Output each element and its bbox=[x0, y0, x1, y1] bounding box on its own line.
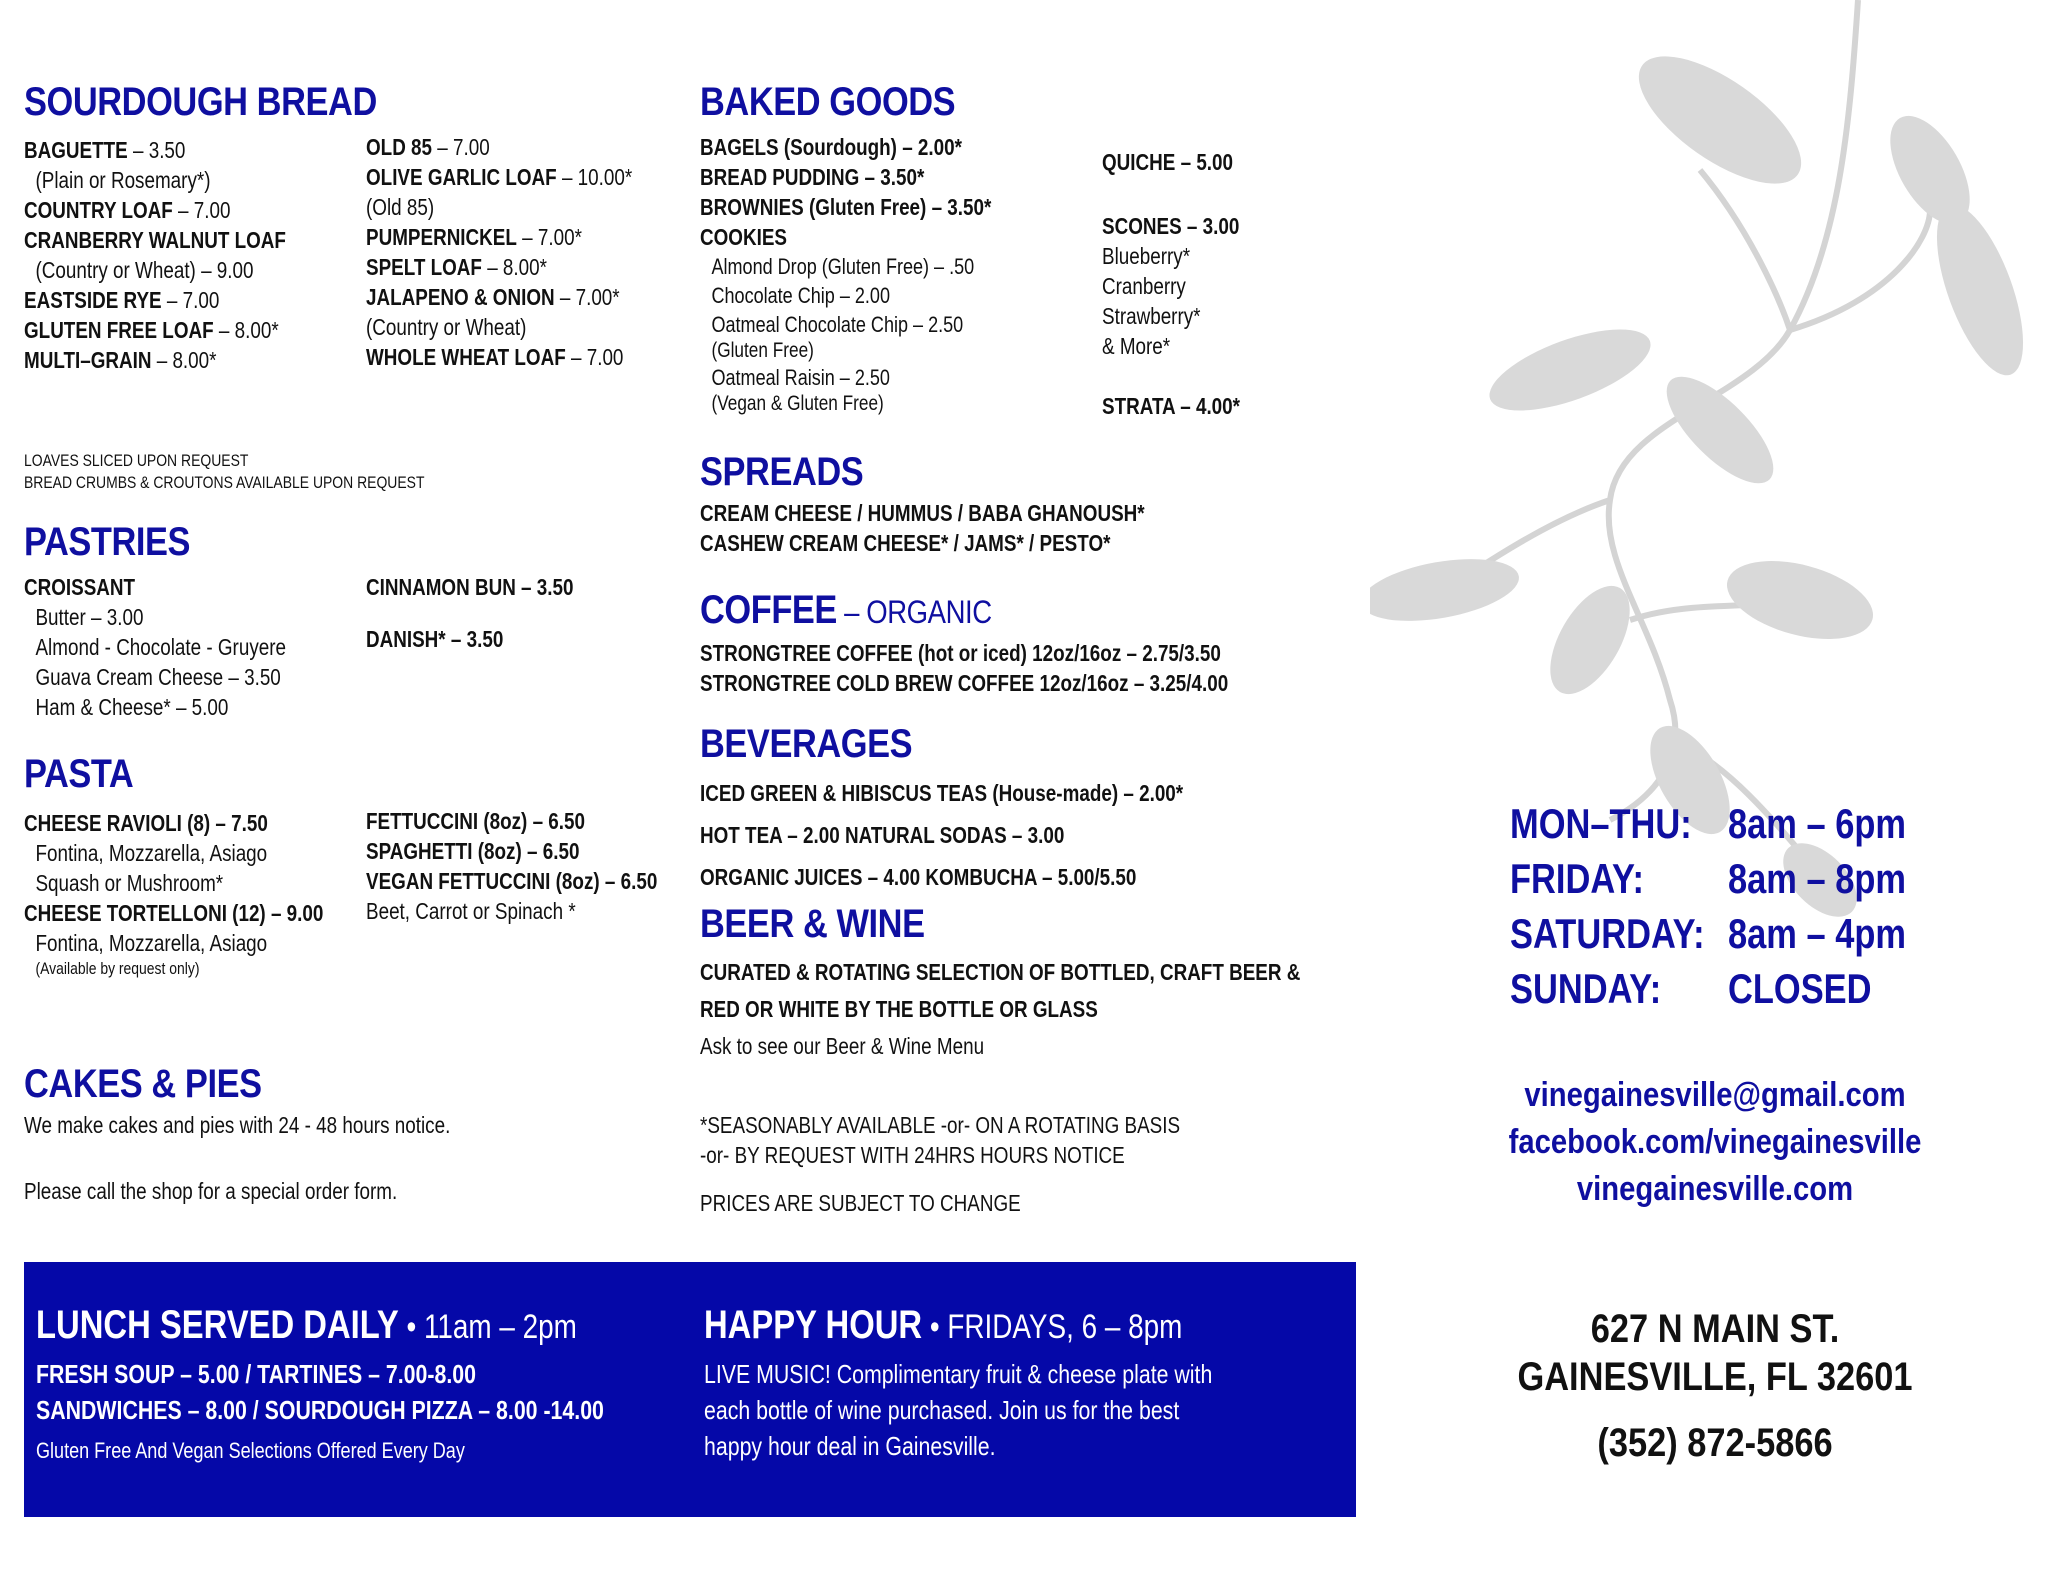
menu-item: SPAGHETTI (8oz) – 6.50 bbox=[366, 838, 580, 864]
menu-item: DANISH* – 3.50 bbox=[366, 626, 504, 652]
menu-item-note: Guava Cream Cheese – 3.50 bbox=[35, 664, 281, 690]
section-cakes bbox=[24, 1062, 544, 1206]
menu-item: CROISSANT bbox=[24, 574, 136, 600]
menu-item-note: Oatmeal Raisin – 2.50 bbox=[711, 365, 890, 390]
baked-left bbox=[700, 132, 1055, 416]
section-title: SPREADS bbox=[700, 450, 864, 494]
vine-icon bbox=[1370, 0, 2040, 960]
beer-line: CURATED & ROTATING SELECTION OF BOTTLED, CRAFT BEER & bbox=[700, 959, 1301, 985]
sourdough-notes bbox=[24, 450, 512, 494]
section-beverages bbox=[700, 722, 1289, 898]
menu-item: GLUTEN FREE LOAF – 8.00* bbox=[24, 317, 279, 343]
hours-time: 8am – 6pm bbox=[1728, 800, 1907, 847]
hours-day: SUNDAY: bbox=[1510, 965, 1662, 1012]
section-title: CAKES & PIES bbox=[24, 1062, 262, 1106]
cakes-line: We make cakes and pies with 24 - 48 hours notice. bbox=[24, 1112, 451, 1138]
menu-item-note: Ham & Cheese* – 5.00 bbox=[35, 694, 229, 720]
menu-item: VEGAN FETTUCCINI (8oz) – 6.50 bbox=[366, 868, 658, 894]
menu-item: WHOLE WHEAT LOAF – 7.00 bbox=[366, 344, 624, 370]
menu-item: COUNTRY LOAF – 7.00 bbox=[24, 197, 231, 223]
menu-item-note: Fontina, Mozzarella, Asiago bbox=[35, 930, 268, 956]
phone-number[interactable]: (352) 872-5866 bbox=[1597, 1421, 1833, 1465]
street-address: 627 N MAIN ST. bbox=[1590, 1307, 1840, 1351]
note-line: LOAVES SLICED UPON REQUEST bbox=[24, 451, 249, 470]
hours-day: MON–THU: bbox=[1510, 800, 1692, 847]
footnote-line: *SEASONABLY AVAILABLE -or- ON A ROTATING BASIS bbox=[700, 1112, 1181, 1138]
beer-line: RED OR WHITE BY THE BOTTLE OR GLASS bbox=[700, 996, 1098, 1022]
lunch-line: FRESH SOUP – 5.00 / TARTINES – 7.00-8.00 bbox=[36, 1359, 477, 1389]
lunch-happy-hour-banner bbox=[24, 1262, 1356, 1517]
menu-item-note: Beet, Carrot or Spinach * bbox=[366, 898, 576, 924]
menu-item-note: Strawberry* bbox=[1102, 303, 1201, 329]
footnotes bbox=[700, 1110, 1285, 1218]
section-spreads bbox=[700, 450, 1242, 558]
beer-line: Ask to see our Beer & Wine Menu bbox=[700, 1033, 985, 1059]
menu-item-note: (Available by request only) bbox=[35, 959, 200, 978]
section-coffee bbox=[700, 588, 1344, 698]
menu-item: CINNAMON BUN – 3.50 bbox=[366, 574, 574, 600]
section-title: SOURDOUGH BREAD bbox=[24, 80, 377, 124]
menu-item: FETTUCCINI (8oz) – 6.50 bbox=[366, 808, 586, 834]
spreads-line: CASHEW CREAM CHEESE* / JAMS* / PESTO* bbox=[700, 530, 1111, 556]
address-block bbox=[1450, 1305, 1980, 1467]
sourdough-right-column bbox=[366, 132, 691, 372]
menu-item-note: (Country or Wheat) bbox=[366, 314, 527, 340]
menu-item: BAGELS (Sourdough) – 2.00* bbox=[700, 134, 962, 160]
beverages-line: ORGANIC JUICES – 4.00 KOMBUCHA – 5.00/5.50 bbox=[700, 864, 1137, 890]
lunch-line: Gluten Free And Vegan Selections Offered Every Day bbox=[36, 1438, 465, 1463]
footnote-line: -or- BY REQUEST WITH 24HRS HOURS NOTICE bbox=[700, 1142, 1125, 1168]
sourdough-left-column bbox=[24, 135, 343, 375]
spreads-line: CREAM CHEESE / HUMMUS / BABA GHANOUSH* bbox=[700, 500, 1145, 526]
menu-item: CHEESE RAVIOLI (8) – 7.50 bbox=[24, 810, 268, 836]
section-title: PASTA bbox=[24, 752, 134, 796]
contact-block bbox=[1450, 1072, 1980, 1213]
lunch-title: LUNCH SERVED DAILY • 11am – 2pm bbox=[36, 1303, 577, 1347]
menu-item-note: (Old 85) bbox=[366, 194, 435, 220]
hours-day: SATURDAY: bbox=[1510, 910, 1705, 957]
menu-item: JALAPENO & ONION – 7.00* bbox=[366, 284, 620, 310]
menu-item-note: Almond Drop (Gluten Free) – .50 bbox=[711, 254, 975, 279]
menu-item: PUMPERNICKEL – 7.00* bbox=[366, 224, 582, 250]
menu-item-note: (Plain or Rosemary*) bbox=[35, 167, 211, 193]
section-pastries bbox=[24, 520, 217, 564]
menu-item: QUICHE – 5.00 bbox=[1102, 149, 1234, 175]
menu-item-note: Squash or Mushroom* bbox=[35, 870, 224, 896]
menu-item-note: Oatmeal Chocolate Chip – 2.50 bbox=[711, 312, 964, 337]
section-title: BAKED GOODS bbox=[700, 80, 956, 124]
vine-leaves-decoration bbox=[1370, 0, 2040, 960]
menu-item: BROWNIES (Gluten Free) – 3.50* bbox=[700, 194, 992, 220]
hours-day: FRIDAY: bbox=[1510, 855, 1644, 902]
happy-hour-title: HAPPY HOUR • FRIDAYS, 6 – 8pm bbox=[704, 1303, 1183, 1347]
menu-item: STRATA – 4.00* bbox=[1102, 393, 1241, 419]
menu-item: OLD 85 – 7.00 bbox=[366, 134, 490, 160]
menu-item: CHEESE TORTELLONI (12) – 9.00 bbox=[24, 900, 324, 926]
pastries-right bbox=[366, 572, 619, 654]
menu-item-note: (Country or Wheat) – 9.00 bbox=[35, 257, 254, 283]
city-address: GAINESVILLE, FL 32601 bbox=[1517, 1355, 1913, 1399]
menu-item: OLIVE GARLIC LOAF – 10.00* bbox=[366, 164, 633, 190]
menu-item-note: Blueberry* bbox=[1102, 243, 1191, 269]
section-beer-wine bbox=[700, 902, 1432, 1065]
menu-item: EASTSIDE RYE – 7.00 bbox=[24, 287, 220, 313]
menu-item: BREAD PUDDING – 3.50* bbox=[700, 164, 925, 190]
pastries-left bbox=[24, 572, 344, 722]
happy-hour-line: each bottle of wine purchased. Join us for the best bbox=[704, 1395, 1180, 1425]
lunch-line: SANDWICHES – 8.00 / SOURDOUGH PIZZA – 8.00 -14.00 bbox=[36, 1395, 604, 1425]
lunch-block bbox=[36, 1302, 729, 1466]
hours-time: 8am – 8pm bbox=[1728, 855, 1907, 902]
website-link[interactable]: vinegainesville.com bbox=[1576, 1170, 1854, 1208]
happy-hour-line: happy hour deal in Gainesville. bbox=[704, 1431, 996, 1461]
section-baked-goods bbox=[700, 80, 997, 124]
pasta-left bbox=[24, 808, 389, 980]
menu-item-note: Butter – 3.00 bbox=[35, 604, 144, 630]
section-title: PASTRIES bbox=[24, 520, 191, 564]
menu-item-note: Cranberry bbox=[1102, 273, 1186, 299]
section-title: COFFEE – ORGANIC bbox=[700, 588, 992, 632]
menu-item: MULTI–GRAIN – 8.00* bbox=[24, 347, 217, 373]
happy-hour-line: LIVE MUSIC! Complimentary fruit & cheese plate with bbox=[704, 1359, 1213, 1389]
section-title: BEVERAGES bbox=[700, 722, 913, 766]
beverages-line: ICED GREEN & HIBISCUS TEAS (House-made) – 2.00* bbox=[700, 780, 1184, 806]
facebook-link[interactable]: facebook.com/vinegainesville bbox=[1508, 1123, 1922, 1161]
section-pasta bbox=[24, 752, 151, 796]
hours-time: 8am – 4pm bbox=[1728, 910, 1907, 957]
baked-right bbox=[1102, 147, 1270, 421]
menu-item-note: (Gluten Free) bbox=[711, 339, 814, 362]
menu-item: CRANBERRY WALNUT LOAF bbox=[24, 227, 286, 253]
note-line: BREAD CRUMBS & CROUTONS AVAILABLE UPON REQUEST bbox=[24, 473, 425, 492]
menu-item: SCONES – 3.00 bbox=[1102, 213, 1240, 239]
menu-item-note: Fontina, Mozzarella, Asiago bbox=[35, 840, 268, 866]
menu-item-note: Almond - Chocolate - Gruyere bbox=[35, 634, 287, 660]
footnote-line: PRICES ARE SUBJECT TO CHANGE bbox=[700, 1190, 1021, 1216]
coffee-line: STRONGTREE COFFEE (hot or iced) 12oz/16oz – 2.75/3.50 bbox=[700, 640, 1221, 666]
menu-item-note: (Vegan & Gluten Free) bbox=[711, 392, 884, 415]
menu-item-note: Chocolate Chip – 2.00 bbox=[711, 283, 890, 308]
beverages-line: HOT TEA – 2.00 NATURAL SODAS – 3.00 bbox=[700, 822, 1065, 848]
section-title: BEER & WINE bbox=[700, 902, 925, 946]
menu-item: SPELT LOAF – 8.00* bbox=[366, 254, 547, 280]
hours-time: CLOSED bbox=[1728, 965, 1872, 1012]
menu-item-note: & More* bbox=[1102, 333, 1171, 359]
email-link[interactable]: vinegainesville@gmail.com bbox=[1524, 1076, 1906, 1114]
coffee-line: STRONGTREE COLD BREW COFFEE 12oz/16oz – 3.25/4.00 bbox=[700, 670, 1229, 696]
cakes-line: Please call the shop for a special order form. bbox=[24, 1178, 398, 1204]
section-sourdough bbox=[24, 80, 434, 124]
menu-item: COOKIES bbox=[700, 224, 787, 250]
pasta-right bbox=[366, 806, 721, 926]
menu-item: BAGUETTE – 3.50 bbox=[24, 137, 186, 163]
happy-hour-block bbox=[704, 1302, 1324, 1464]
